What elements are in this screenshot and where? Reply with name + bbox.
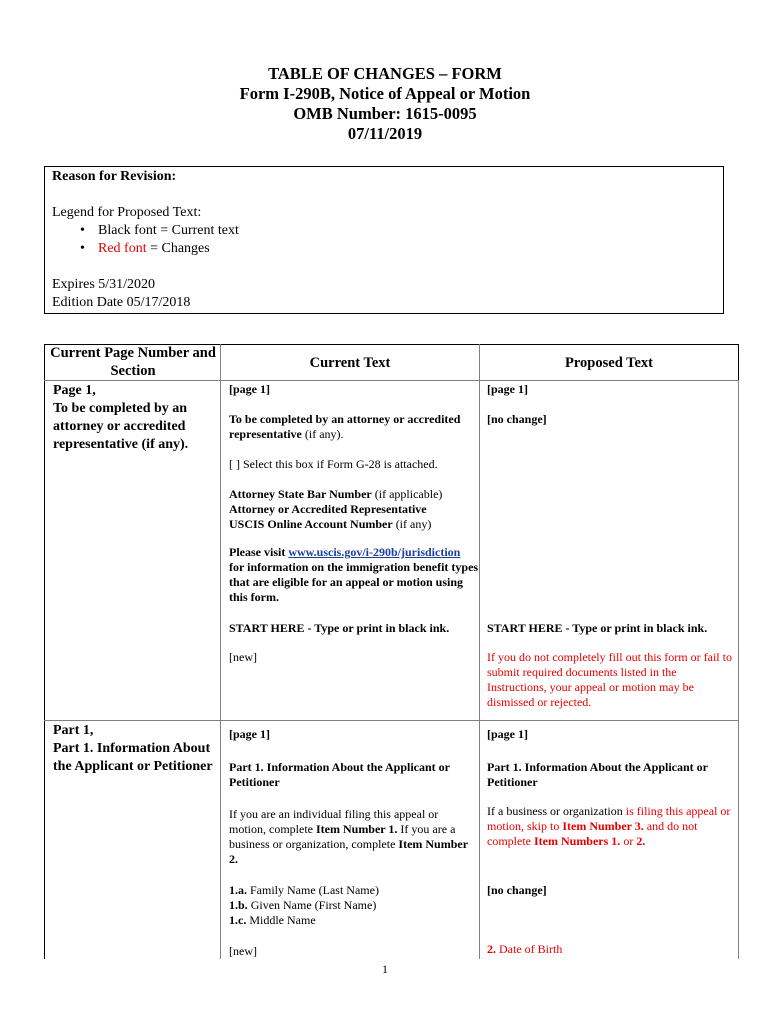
section-label-page1: Page 1, To be completed by an attorney or accredited representative (if any).: [53, 383, 189, 452]
legend-title: Legend for Proposed Text:: [52, 205, 202, 220]
column-header-proposed-text: Proposed Text: [565, 355, 653, 371]
proposed-date-of-birth: 2. Date of Birth: [487, 942, 563, 956]
current-g28-checkbox-text: [ ] Select this box if Form G-28 is attached.: [229, 457, 438, 471]
header-title: TABLE OF CHANGES – FORM: [268, 64, 502, 83]
proposed-incomplete-warning: If you do not completely fill out this form or fail to submit required documents listed in the Instructions, your appeal or motion may be dismissed or rejected.: [487, 650, 732, 709]
document-header: [0, 64, 770, 144]
changes-table: [44, 344, 739, 959]
current-page-ref-2: [page 1]: [229, 727, 270, 741]
page-number: 1: [382, 962, 388, 976]
current-individual-instructions: If you are an individual filing this appeal or motion, complete Item Number 1. If you are a business or organization, complete Item Number 2.: [229, 807, 468, 866]
current-start-here: START HERE - Type or print in black ink.: [229, 621, 450, 635]
reason-box: [44, 166, 724, 314]
section-label-part1: Part 1, Part 1. Information About the Applicant or Petitioner: [53, 723, 213, 774]
proposed-part1-heading: Part 1. Information About the Applicant or Petitioner: [487, 760, 708, 789]
legend-item-black: • Black font = Current text: [98, 222, 716, 240]
legend-list: [52, 222, 716, 258]
proposed-start-here: START HERE - Type or print in black ink.: [487, 621, 708, 635]
current-part1-heading: Part 1. Information About the Applicant or Petitioner: [229, 760, 450, 789]
header-date: 07/11/2019: [347, 124, 423, 143]
current-new-marker: [new]: [229, 650, 257, 664]
column-header-section: Current Page Number and Section: [50, 345, 216, 379]
jurisdiction-link[interactable]: www.uscis.gov/i-290b/jurisdiction: [288, 545, 461, 559]
proposed-business-instructions: If a business or organization is filing this appeal or motion, skip to Item Number 3. and do not complete Item Numbers 1. or 2.: [487, 804, 731, 848]
reason-label: Reason for Revision:: [52, 169, 177, 184]
proposed-page-ref: [page 1]: [487, 382, 528, 396]
column-header-current-text: Current Text: [309, 355, 391, 371]
current-new-marker-2: [new]: [229, 944, 257, 958]
proposed-no-change: [no change]: [487, 412, 547, 426]
header-omb-number: OMB Number: 1615-0095: [293, 104, 477, 123]
legend-item-red: • Red font = Changes: [98, 240, 716, 258]
current-attorney-heading: To be completed by an attorney or accredited representative (if any).: [229, 412, 461, 441]
current-attorney-fields: Attorney State Bar Number (if applicable) Attorney or Accredited Representative USCIS Online Account Number (if any): [229, 487, 443, 531]
proposed-no-change-2: [no change]: [487, 883, 547, 897]
current-jurisdiction-note: Please visit www.uscis.gov/i-290b/jurisdiction for information on the immigration benefit types that are eligible for an appeal or motion using this form.: [229, 545, 479, 604]
proposed-page-ref-2: [page 1]: [487, 727, 528, 741]
current-page-ref: [page 1]: [229, 382, 270, 396]
header-form-name: Form I-290B, Notice of Appeal or Motion: [239, 84, 531, 103]
current-name-fields: 1.a. Family Name (Last Name) 1.b. Given Name (First Name) 1.c. Middle Name: [229, 883, 379, 927]
edition-date: Edition Date 05/17/2018: [52, 295, 191, 310]
expires-date: Expires 5/31/2020: [52, 277, 156, 292]
